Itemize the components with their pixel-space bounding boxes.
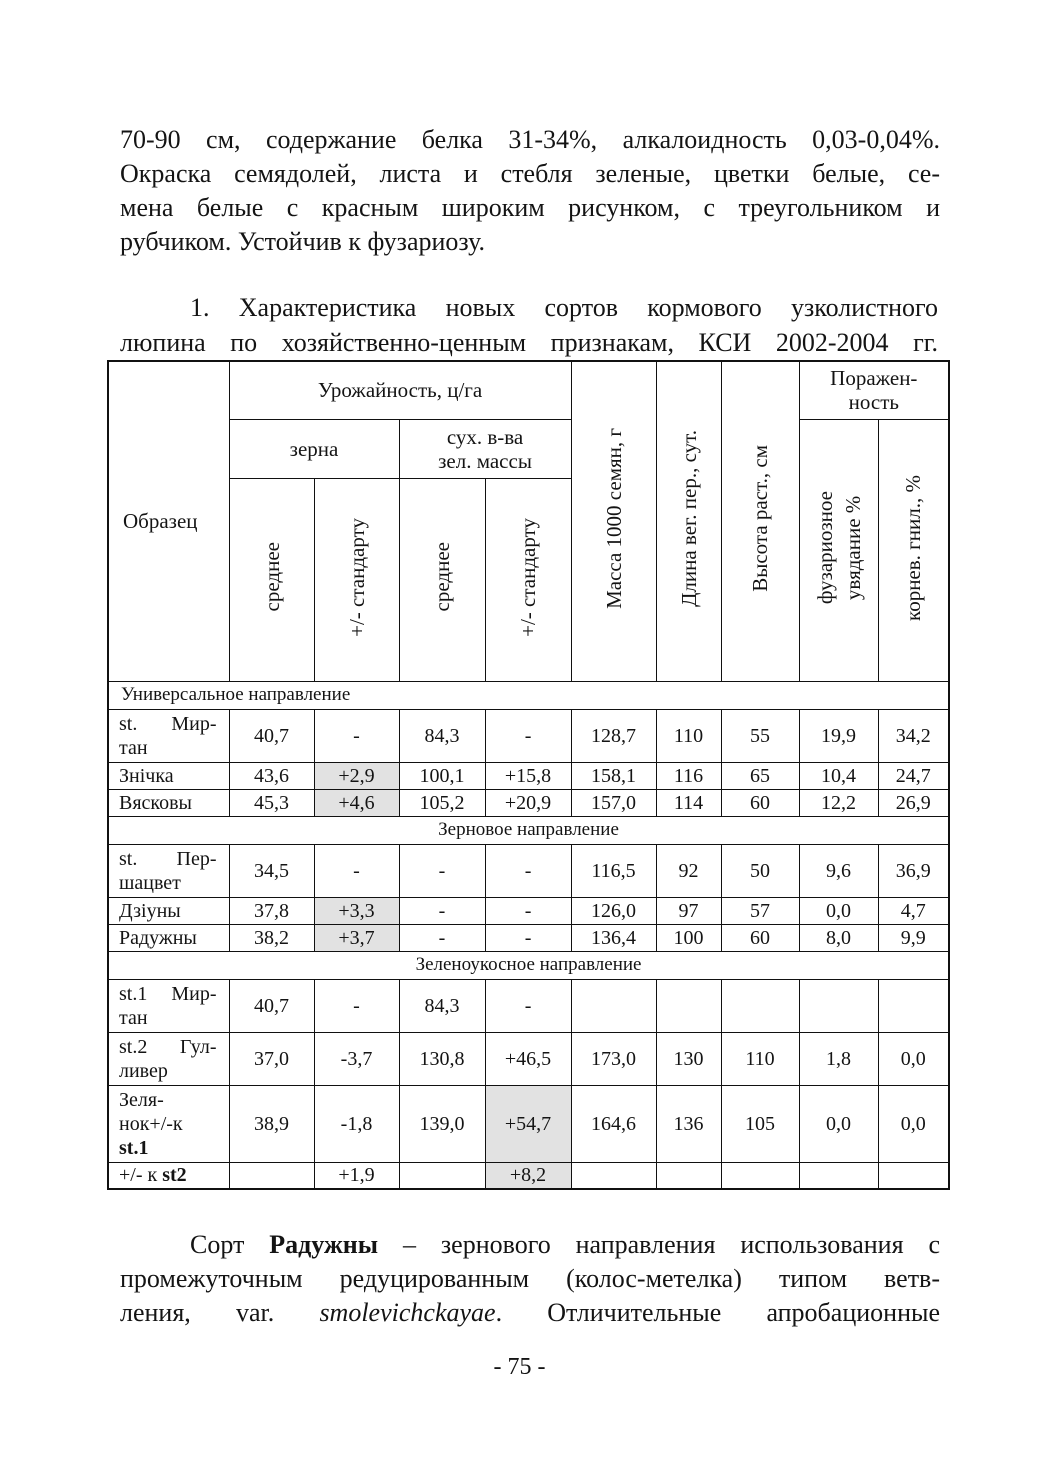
value-cell: 34,5	[229, 844, 314, 897]
sample-name-text: st. Пер-	[119, 847, 217, 870]
value-cell	[721, 979, 799, 1032]
value-cell	[656, 1162, 721, 1189]
col-header-grain-diff-cell	[314, 478, 399, 681]
sample-name-cell	[108, 924, 229, 951]
value-cell: 0,0	[799, 897, 878, 924]
sample-name-line	[119, 847, 217, 871]
col-header-grain-avg: среднее	[259, 542, 284, 612]
section-row	[108, 681, 949, 709]
sample-name-line	[119, 899, 217, 923]
table-caption	[120, 290, 938, 360]
table-row	[108, 844, 949, 897]
sample-name-line	[119, 871, 217, 895]
sample-name-text: нок+/-к	[119, 1112, 183, 1135]
sample-name-cell	[108, 897, 229, 924]
col-header-mass: Масса 1000 семян, г	[601, 428, 626, 610]
col-header-dry-matter-line: зел. массы	[438, 448, 532, 473]
col-header-root-rot: корнев. гнил., %	[901, 474, 926, 621]
value-cell	[878, 979, 949, 1032]
value-cell: +20,9	[485, 789, 571, 816]
col-header-dry-avg-cell	[399, 478, 485, 681]
value-cell: 105,2	[399, 789, 485, 816]
sample-name-cell	[108, 789, 229, 816]
col-header-dry-diff-cell	[485, 478, 571, 681]
col-header-dry-matter-line: сух. в-ва	[446, 424, 524, 449]
header-row	[108, 361, 949, 419]
value-cell: +2,9	[314, 762, 399, 789]
value-cell: -	[485, 979, 571, 1032]
value-cell: 50	[721, 844, 799, 897]
col-header-grain-diff: +/- стандарту	[344, 517, 369, 637]
value-cell: 126,0	[571, 897, 656, 924]
value-cell: +54,7	[485, 1085, 571, 1162]
value-cell: 65	[721, 762, 799, 789]
value-cell: 84,3	[399, 979, 485, 1032]
value-cell: 130	[656, 1032, 721, 1085]
table-row	[108, 979, 949, 1032]
value-cell: 157,0	[571, 789, 656, 816]
sample-name-line	[119, 764, 217, 788]
sample-name-line	[119, 1163, 217, 1187]
value-cell	[656, 979, 721, 1032]
value-cell: 130,8	[399, 1032, 485, 1085]
col-header-fusarium-cell	[799, 419, 878, 681]
value-cell: 10,4	[799, 762, 878, 789]
value-cell: 26,9	[878, 789, 949, 816]
value-cell: 173,0	[571, 1032, 656, 1085]
value-cell: 105	[721, 1085, 799, 1162]
section-row	[108, 816, 949, 844]
section-title: Зеленоукосное направление	[108, 951, 949, 979]
sample-name-bold: st.1	[119, 1136, 149, 1159]
paragraph-line: мена белые с красным широким рисунком, с треугольником и	[120, 193, 940, 222]
paragraph-line: Окраска семядолей, листа и стебля зеленые, цветки белые, се-	[120, 159, 940, 188]
paragraph-line	[120, 1228, 940, 1262]
value-cell: -	[399, 897, 485, 924]
col-header-grain-avg-cell	[229, 478, 314, 681]
sample-name-text: st. Мир-	[119, 712, 217, 735]
variety-latin-italic: smolevichckayae	[319, 1298, 496, 1327]
col-header-grain: зерна	[229, 419, 399, 478]
value-cell: 1,8	[799, 1032, 878, 1085]
value-cell: 136	[656, 1085, 721, 1162]
value-cell: 40,7	[229, 979, 314, 1032]
value-cell: 116,5	[571, 844, 656, 897]
section-title: Универсальное направление	[108, 681, 949, 709]
value-cell	[229, 1162, 314, 1189]
value-cell	[799, 1162, 878, 1189]
paragraph-intro	[120, 123, 940, 259]
paragraph-text: ления, var.	[120, 1298, 320, 1327]
col-header-damage-line: Поражен-	[830, 366, 918, 391]
value-cell: 12,2	[799, 789, 878, 816]
table-row	[108, 1162, 949, 1189]
value-cell: 19,9	[799, 709, 878, 762]
sample-name-line	[119, 982, 217, 1006]
col-header-sample: Образец	[108, 361, 229, 681]
paragraph-text: Сорт	[190, 1230, 270, 1259]
col-header-fusarium	[811, 491, 867, 604]
value-cell: -	[485, 844, 571, 897]
value-cell: 38,2	[229, 924, 314, 951]
paragraph-line: рубчиком. Устойчив к фузариозу.	[120, 227, 486, 256]
value-cell: 92	[656, 844, 721, 897]
sample-name-text: тан	[119, 736, 148, 759]
value-cell: 37,8	[229, 897, 314, 924]
value-cell: -	[314, 844, 399, 897]
sample-name-cell	[108, 1085, 229, 1162]
sample-name-text: st.1 Мир-	[119, 982, 217, 1005]
sample-name-text: ливер	[119, 1059, 168, 1082]
header-row	[108, 419, 949, 478]
value-cell: 60	[721, 789, 799, 816]
value-cell	[878, 1162, 949, 1189]
sample-name-cell	[108, 844, 229, 897]
sample-name-text: Радужны	[119, 926, 197, 949]
value-cell: -	[399, 924, 485, 951]
col-header-veg-period: Длина вег. пер., сут.	[676, 430, 701, 608]
sample-name-cell	[108, 762, 229, 789]
col-header-mass-cell	[571, 361, 656, 681]
value-cell: -	[485, 924, 571, 951]
table-row	[108, 1032, 949, 1085]
sample-name-line	[119, 1006, 217, 1030]
page-number: - 75 -	[493, 1354, 546, 1380]
sample-name-bold: st2	[162, 1164, 187, 1187]
col-header-height: Высота раст., см	[748, 445, 773, 593]
value-cell: 9,9	[878, 924, 949, 951]
section-title: Зерновое направление	[108, 816, 949, 844]
sample-name-line	[119, 1035, 217, 1059]
sample-name-line	[119, 736, 217, 760]
paragraph-line: 70-90 см, содержание белка 31-34%, алкалоидность 0,03-0,04%.	[120, 125, 940, 154]
value-cell: 9,6	[799, 844, 878, 897]
value-cell: +46,5	[485, 1032, 571, 1085]
caption-line: люпина по хозяйственно-ценным признакам, КСИ 2002-2004 гг.	[120, 328, 938, 357]
characteristics-table	[107, 360, 950, 1190]
caption-line: 1. Характеристика новых сортов кормового узколистного	[190, 293, 938, 322]
value-cell: 116	[656, 762, 721, 789]
sample-name-line	[119, 1112, 217, 1136]
value-cell: 34,2	[878, 709, 949, 762]
sample-name-line	[119, 926, 217, 950]
value-cell: 128,7	[571, 709, 656, 762]
table-row	[108, 789, 949, 816]
value-cell: +8,2	[485, 1162, 571, 1189]
value-cell: +3,7	[314, 924, 399, 951]
paragraph-line: промежуточным редуцированным (колос-метелка) типом ветв-	[120, 1264, 940, 1293]
paragraph-variety	[120, 1228, 940, 1330]
value-cell: 37,0	[229, 1032, 314, 1085]
col-header-damage-line: ность	[848, 390, 899, 415]
value-cell	[571, 979, 656, 1032]
sample-name-text: Зеля-	[119, 1088, 164, 1111]
sample-name-text: Дзіуны	[119, 899, 181, 922]
col-header-root-rot-cell	[878, 419, 949, 681]
table-header	[108, 361, 949, 681]
value-cell: -	[314, 709, 399, 762]
value-cell	[799, 979, 878, 1032]
col-header-fusarium-line: фузариозное	[812, 490, 837, 605]
value-cell: 55	[721, 709, 799, 762]
value-cell: 164,6	[571, 1085, 656, 1162]
value-cell: 0,0	[799, 1085, 878, 1162]
value-cell: 110	[721, 1032, 799, 1085]
value-cell: 36,9	[878, 844, 949, 897]
value-cell: 24,7	[878, 762, 949, 789]
value-cell: 139,0	[399, 1085, 485, 1162]
col-header-fusarium-line: увядание %	[840, 495, 865, 600]
sample-name-text: шацвет	[119, 871, 181, 894]
value-cell: 100,1	[399, 762, 485, 789]
sample-name-line	[119, 1059, 217, 1083]
value-cell: 8,0	[799, 924, 878, 951]
section-row	[108, 951, 949, 979]
paragraph-line	[120, 1296, 940, 1330]
value-cell: +4,6	[314, 789, 399, 816]
table-row	[108, 924, 949, 951]
value-cell: 110	[656, 709, 721, 762]
value-cell: 57	[721, 897, 799, 924]
value-cell	[721, 1162, 799, 1189]
table-row	[108, 709, 949, 762]
value-cell: 0,0	[878, 1032, 949, 1085]
sample-name-line	[119, 791, 217, 815]
sample-name-text: Знічка	[119, 764, 174, 787]
variety-name-bold: Радужны	[269, 1230, 379, 1259]
value-cell: +3,3	[314, 897, 399, 924]
value-cell	[399, 1162, 485, 1189]
value-cell: 38,9	[229, 1085, 314, 1162]
value-cell: 100	[656, 924, 721, 951]
sample-name-cell	[108, 1162, 229, 1189]
value-cell: 158,1	[571, 762, 656, 789]
sample-name-text: +/- к	[119, 1164, 163, 1187]
sample-name-line	[119, 1136, 217, 1160]
paragraph-text: – зернового направления использования с	[378, 1230, 940, 1259]
value-cell: 114	[656, 789, 721, 816]
value-cell: +1,9	[314, 1162, 399, 1189]
value-cell: -1,8	[314, 1085, 399, 1162]
table-body	[108, 681, 949, 1189]
value-cell: 97	[656, 897, 721, 924]
value-cell: 4,7	[878, 897, 949, 924]
sample-name-cell	[108, 1032, 229, 1085]
table-row	[108, 762, 949, 789]
value-cell: -	[399, 844, 485, 897]
value-cell: -	[485, 897, 571, 924]
value-cell: -	[314, 979, 399, 1032]
value-cell: 60	[721, 924, 799, 951]
sample-name-cell	[108, 709, 229, 762]
col-header-height-cell	[721, 361, 799, 681]
value-cell: 0,0	[878, 1085, 949, 1162]
sample-name-text: st.2 Гул-	[119, 1035, 217, 1058]
value-cell: -3,7	[314, 1032, 399, 1085]
col-header-damage	[799, 361, 949, 419]
table-row	[108, 897, 949, 924]
sample-name-cell	[108, 979, 229, 1032]
value-cell: 136,4	[571, 924, 656, 951]
sample-name-line	[119, 712, 217, 736]
value-cell: -	[485, 709, 571, 762]
sample-name-text: тан	[119, 1006, 148, 1029]
value-cell: 45,3	[229, 789, 314, 816]
table-row	[108, 1085, 949, 1162]
value-cell: 40,7	[229, 709, 314, 762]
col-header-dry-avg: среднее	[430, 542, 454, 612]
value-cell: 84,3	[399, 709, 485, 762]
value-cell	[571, 1162, 656, 1189]
paragraph-text: . Отличительные апробационные	[495, 1298, 940, 1327]
sample-name-text: Вясковы	[119, 791, 192, 814]
col-header-dry-diff: +/- стандарту	[516, 517, 541, 637]
col-header-veg-period-cell	[656, 361, 721, 681]
sample-name-line	[119, 1088, 217, 1112]
col-header-dry-matter	[399, 419, 571, 478]
col-header-yield: Урожайность, ц/га	[229, 361, 571, 419]
value-cell: +15,8	[485, 762, 571, 789]
value-cell: 43,6	[229, 762, 314, 789]
